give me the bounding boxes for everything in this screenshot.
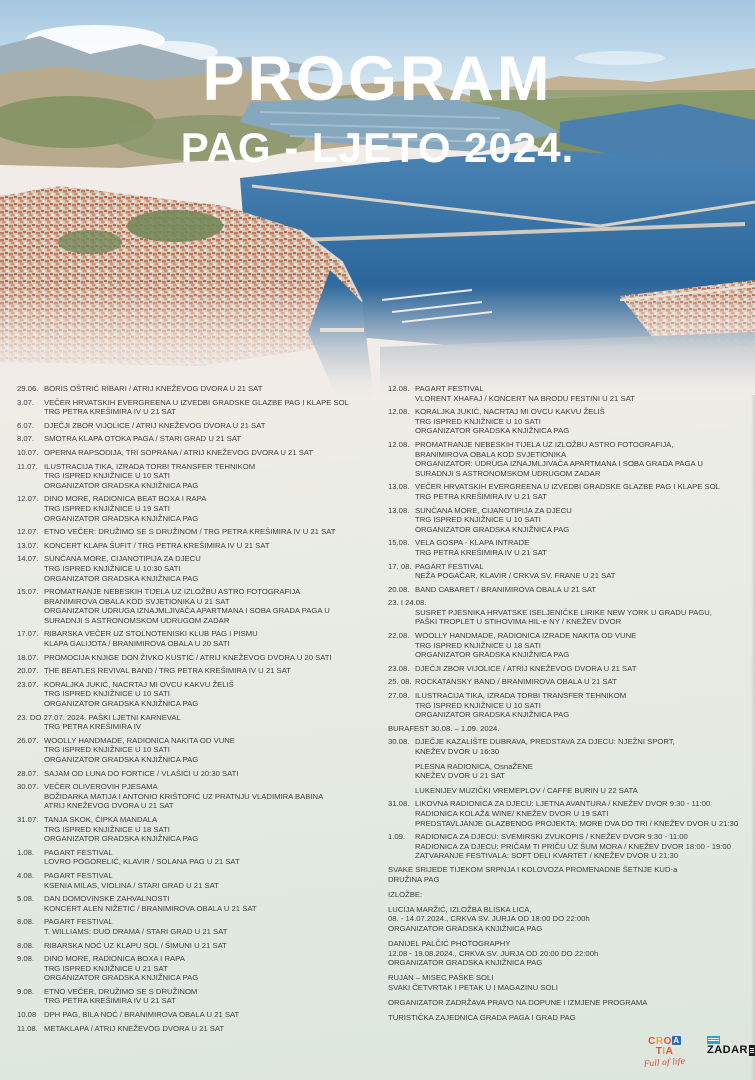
event-row <box>388 538 754 557</box>
zadar-logo-blue-box <box>707 1036 720 1044</box>
event-line: SUNČANA MORE, CIJANOTIPIJA ZA DJECU <box>44 554 201 564</box>
event-row <box>17 462 383 491</box>
event-line: KSENIA MILAS, VIOLINA / STARI GRAD U 21 SAT <box>44 880 219 890</box>
event-date: 9.08. <box>17 954 35 964</box>
event-lines <box>44 680 383 709</box>
event-lines <box>44 871 383 890</box>
event-line: ORGANIZATOR GRADSKA KNJIŽNICA PAG <box>44 973 199 983</box>
event-date: 22.08. <box>388 631 410 641</box>
event-line: TRG ISPRED KNJIŽNICE U 10 SATI <box>44 689 170 699</box>
event-row <box>17 653 383 663</box>
event-row <box>388 482 754 501</box>
zadar-logo-text: ZADAR <box>707 1044 748 1056</box>
croatia-logo-letter: R <box>655 1036 664 1047</box>
event-row <box>17 782 383 811</box>
event-line: TRG PETRA KREŠIMIRA IV U 21 SAT <box>415 547 547 557</box>
note-block <box>388 890 754 900</box>
event-row <box>17 666 383 676</box>
event-date: 13.08. <box>388 505 410 515</box>
event-line: KNEŽEV DVOR U 21 SAT <box>415 771 505 781</box>
event-row <box>17 587 383 625</box>
event-lines <box>44 384 383 394</box>
event-lines <box>415 631 754 660</box>
event-line: DINO MORE, RADIONICA BOXA I RAPA <box>44 954 185 964</box>
event-line: 12.08 - 19.08.2024., CRKVA SV. JURJA OD 20:00 DO 22:00h <box>388 948 599 958</box>
event-lines <box>415 737 754 795</box>
event-lines <box>44 987 383 1006</box>
event-row <box>388 677 754 687</box>
event-lines <box>44 666 383 676</box>
event-row <box>17 917 383 936</box>
event-row <box>388 440 754 478</box>
croatia-logo-letter: C <box>648 1036 656 1047</box>
event-line: PAGART FESTIVAL <box>44 870 113 880</box>
event-line: BORIS OŠTRIĆ RIBARI / ATRIJ KNEŽEVOG DVORA U 21 SAT <box>44 384 263 393</box>
event-row <box>17 384 383 394</box>
event-lines <box>415 691 754 720</box>
event-row <box>388 384 754 403</box>
event-date: 29.06. <box>17 384 39 393</box>
event-date: 13.08. <box>388 482 410 492</box>
event-line: ETNO VEČER, DRUŽIMO SE S DRUŽINOM <box>44 986 198 996</box>
pag-aerial-photo <box>0 0 755 400</box>
event-row <box>17 554 383 583</box>
event-line: PAGART FESTIVAL <box>415 384 484 393</box>
event-line: SVAKI ČETVRTAK I PETAK U I MAGAZINU SOLI <box>388 982 558 992</box>
event-lines <box>44 941 383 951</box>
event-line: DANIJEL PALČIĆ PHOTOGRAPHY <box>388 939 511 948</box>
event-line: TRG ISPRED KNJIŽNICE U 19 SATI <box>44 503 170 513</box>
poster-header <box>0 44 755 171</box>
event-line: PAGART FESTIVAL <box>44 847 113 857</box>
event-date: 12.08. <box>388 439 410 449</box>
event-row <box>17 815 383 844</box>
event-line: PLESNA RADIONICA, OsnaŽENE <box>415 761 533 771</box>
poster-subtitle: PAG - LJETO 2024. <box>180 124 575 171</box>
event-lines <box>415 407 754 436</box>
event-date: 8.08. <box>17 940 35 950</box>
event-date: 4.08. <box>17 870 35 880</box>
event-row <box>17 1024 383 1034</box>
event-lines <box>44 527 383 537</box>
event-line: ZATVARANJE FESTIVALA: SOFT DELI KVARTET / KNEŽEV DVOR U 21:30 <box>415 851 679 861</box>
event-lines <box>44 448 383 458</box>
event-lines <box>415 664 754 674</box>
event-line: ORGANIZATOR GRADSKA KNJIŽNICA PAG <box>388 958 543 968</box>
event-line: SUNČANA MORE, CIJANOTIPIJA ZA DJECU <box>415 505 572 515</box>
event-row <box>17 987 383 1006</box>
event-date: 26.07. <box>17 735 39 745</box>
event-row <box>17 736 383 765</box>
event-line: ORGANIZATOR GRADSKA KNJIŽNICA PAG <box>44 834 199 844</box>
event-line: DRUŽINA PAG <box>388 874 440 884</box>
event-line: PROMATRANJE NEBESKIH TIJELA UZ IZLOŽBU ASTRO FOTOGRAFIJA <box>44 587 301 597</box>
croatia-tourism-logo <box>642 1036 687 1067</box>
event-lines <box>44 917 383 936</box>
event-line: TRG ISPRED KNJIŽNICE U 10 SATI <box>44 745 170 755</box>
event-line: 23. DO 27.07. 2024. PAŠKI LJETNI KARNEVAL <box>17 712 181 722</box>
event-line: VEČER HRVATSKIH EVERGREENA U IZVEDBI GRADSKE GLAZBE PAG I KLAPE SOL <box>44 397 349 407</box>
event-line: LIKOVNA RADIONICA ZA DJECU: LJETNA AVANTURA / KNEŽEV DVOR 9:30 - 11:00 <box>415 799 711 809</box>
event-lines <box>44 554 383 583</box>
event-row <box>17 941 383 951</box>
event-line: BURAFEST 30.08. – 1.09. 2024. <box>388 723 500 733</box>
event-line: SUSRET PJESNIKA HRVATSKE ISELJENIČKE LIRIKE NEW YORK U GRADU PAGU, <box>415 607 712 617</box>
event-line: DINO MORE, RADIONICA BEAT BOXA I RAPA <box>44 494 207 504</box>
event-row <box>17 527 383 537</box>
event-date: 15.07. <box>17 587 39 597</box>
event-line: PAGART FESTIVAL <box>44 917 113 927</box>
event-line: TRG PETRA KREŠIMIRA IV U 21 SAT <box>415 491 547 501</box>
event-line: ORGANIZATOR GRADSKA KNJIŽNICA PAG <box>415 524 570 534</box>
event-lines <box>44 894 383 913</box>
event-line: ORGANIZATOR UDRUGA IZNAJMLJIVAČA APARTMANA I SOBA GRADA PAGA U <box>44 606 330 616</box>
note-block <box>388 973 754 992</box>
event-lines <box>415 482 754 501</box>
event-line: TRG PETRA KREŠIMIRA IV U 21 SAT <box>44 996 176 1006</box>
event-date: 17.07. <box>17 629 39 639</box>
event-date: 12.08. <box>388 407 410 417</box>
event-line: BRANIMIROVA OBALA KOD SVJETIONIKA U 21 SAT <box>44 596 230 606</box>
page-edge-shadow <box>751 395 755 1080</box>
event-row <box>17 494 383 523</box>
event-line: DJEČJI ZBOR VIJOLICE / ATRIJ KNEŽEVOG DVORA U 21 SAT <box>44 420 266 430</box>
event-row <box>17 541 383 551</box>
event-line: RADIONICA KOLAŽ& WINE/ KNEŽEV DVOR U 19 SATI <box>415 808 609 818</box>
croatia-logo-tagline: Full of life <box>643 1056 686 1069</box>
event-line: DPH PAG, BILA NOĆ / BRANIMIROVA OBALA U 21 SAT <box>44 1010 240 1020</box>
event-line: TRG ISPRED KNJIŽNICE U 18 SATI <box>44 824 170 834</box>
event-line: ORGANIZATOR ZADRŽAVA PRAVO NA DOPUNE I IZMJENE PROGRAMA <box>388 997 648 1007</box>
event-date: 9.08. <box>17 986 35 996</box>
event-row <box>17 769 383 779</box>
event-line: METAKLAPA / ATRIJ KNEŽEVOG DVORA U 21 SAT <box>44 1023 225 1033</box>
event-lines <box>44 1010 383 1020</box>
event-lines <box>44 782 383 811</box>
event-line: SMOTRA KLAPA OTOKA PAGA / STARI GRAD U 21 SAT <box>44 434 242 444</box>
event-date: 20.08. <box>388 584 410 594</box>
event-line: NEŽA POGAČAR, KLAVIR / CRKVA SV. FRANE U 21 SAT <box>415 571 616 581</box>
event-lines <box>44 462 383 491</box>
event-line: WOOLLY HANDMADE, RADIONICA IZRADE NAKITA OD VUNE <box>415 631 637 641</box>
note-block <box>388 1013 754 1023</box>
event-lines <box>44 769 383 779</box>
event-row <box>17 398 383 417</box>
event-date: 10.08 <box>17 1010 37 1020</box>
event-lines <box>44 954 383 983</box>
note-block <box>388 905 754 934</box>
event-line: ORGANIZATOR GRADSKA KNJIŽNICA PAG <box>44 699 199 709</box>
event-line: RIBARSKA NOĆ UZ KLAPU SOL / ŠIMUNI U 21 SAT <box>44 940 227 950</box>
event-line: VEČER OLIVEROVIH PJESAMA <box>44 782 158 792</box>
event-line: KONCERT KLAPA ŠUFIT / TRG PETRA KREŠIMIRA IV U 21 SAT <box>44 540 270 550</box>
event-row <box>388 691 754 720</box>
event-date: 23.07. <box>17 679 39 689</box>
event-line: TURISTIČKA ZAJEDNICA GRADA PAGA I GRAD PAG <box>388 1013 576 1023</box>
croatia-logo-letters <box>642 1036 687 1057</box>
event-row <box>388 737 754 795</box>
event-lines <box>415 562 754 581</box>
event-row <box>17 680 383 709</box>
event-date: 11.08. <box>17 1023 38 1033</box>
event-line: SVAKE SRIJEDE TIJEKOM SRPNJA I KOLOVOZA PROMENADNE ŠETNJE KUD-a <box>388 864 678 874</box>
event-line: IZLOŽBE: <box>388 889 423 899</box>
event-line: ORGANIZATOR GRADSKA KNJIŽNICA PAG <box>44 573 199 583</box>
event-line: SURADNJI S ASTRONOMSKOM UDRUGOM ZADAR <box>44 615 230 625</box>
event-lines <box>44 815 383 844</box>
event-date: 23.08. <box>388 663 410 673</box>
event-row <box>388 598 754 627</box>
event-line: VELA GOSPA - KLAPA INTRADE <box>415 538 530 548</box>
event-line: SURADNJI S ASTRONOMSKOM UDRUGOM ZADAR <box>415 468 601 478</box>
event-line: KORALJKA JUKIĆ, NACRTAJ MI OVCU KAKVU ŽELIŠ <box>44 679 234 689</box>
note-block <box>388 939 754 968</box>
event-line: ATRIJ KNEŽEVOG DVORA U 21 SAT <box>44 801 174 811</box>
event-line: VLORENT XHAFAJ / KONCERT NA BRODU FESTINI U 21 SAT <box>415 393 635 403</box>
event-line: ORGANIZATOR GRADSKA KNJIŽNICA PAG <box>415 650 570 660</box>
event-line: DJEČJE KAZALIŠTE DUBRAVA, PREDSTAVA ZA DJECU: NJEŽNI SPORT, <box>415 737 675 747</box>
event-row <box>17 713 383 732</box>
event-date: 12.07. <box>17 494 39 504</box>
event-lines <box>44 587 383 625</box>
event-row <box>388 562 754 581</box>
event-line: OPERNA RAPSODIJA, TRI SOPRANA / ATRIJ KNEŽEVOG DVORA U 21 SAT <box>44 447 314 457</box>
event-line: PROMOCIJA KNJIGE DON ŽIVKO KUSTIĆ / ATRIJ KNEŽEVOG DVORA U 20 SATI <box>44 652 332 662</box>
event-date: 13.07. <box>17 540 39 550</box>
event-lines <box>415 832 754 861</box>
event-line: KONCERT ALEN NIŽETIĆ / BRANIMIROVA OBALA U 21 SAT <box>44 903 257 913</box>
event-lines <box>44 848 383 867</box>
event-row <box>388 832 754 861</box>
event-line: TRG ISPRED KNJIŽNICE U 18 SATI <box>415 640 541 650</box>
event-line: THE BEATLES REVIVAL BAND / TRG PETRA KREŠIMIRA IV U 21 SAT <box>44 666 291 676</box>
event-lines <box>44 629 383 648</box>
event-line: RUJAN – MISEC PAŠKE SOLI <box>388 973 494 983</box>
event-line: TRG ISPRED KNJIŽNICE U 10 SATI <box>415 700 541 710</box>
event-line: BOŽIDARKA MATIJA I ANTONIO KRIŠTOFIĆ UZ PRATNJU VLADIMIRA BABINA <box>44 791 324 801</box>
event-line: KNEŽEV DVOR U 16:30 <box>415 747 500 756</box>
event-line: TRG ISPRED KNJIŽNICE U 10:30 SATI <box>44 563 181 573</box>
event-row <box>17 629 383 648</box>
event-lines <box>415 585 754 595</box>
croatia-logo-letter: O <box>663 1036 672 1047</box>
event-lines <box>44 653 383 663</box>
event-line: TRG PETRA KREŠIMIRA IV U 21 SAT <box>44 407 176 417</box>
event-date: 30.08. <box>388 737 410 747</box>
event-line: ORGANIZATOR GRADSKA KNJIŽNICA PAG <box>415 710 570 720</box>
croatia-logo-letter: A <box>665 1046 674 1057</box>
event-line: KLAPA GALIJOTA / BRANIMIROVA OBALA U 20 SATI <box>44 639 230 649</box>
event-lines <box>44 434 383 444</box>
zadar-region-logo <box>707 1036 755 1056</box>
event-lines <box>415 799 754 828</box>
event-line: VEČER HRVATSKIH EVERGREENA U IZVEDBI GRADSKE GLAZBE PAG I KLAPE SOL <box>415 482 720 492</box>
note-block <box>388 998 754 1008</box>
event-line: TRG PETRA KREŠIMIRA IV <box>44 722 141 732</box>
event-lines <box>44 736 383 765</box>
event-date: 18.07. <box>17 652 39 662</box>
event-row <box>388 506 754 535</box>
event-line: LUCIJA MARŽIĆ, IZLOŽBA BLISKA LICA, <box>388 904 532 914</box>
event-line: ILUSTRACIJA TIKA, IZRADA TORBI TRANSFER TEHNIKOM <box>415 691 627 701</box>
event-line: ORGANIZATOR GRADSKA KNJIŽNICA PAG <box>415 426 570 436</box>
event-line: RADIONICA ZA DJECU: SVEMIRSKI ZVUKOPIS / KNEŽEV DVOR 9:30 - 11:00 <box>415 832 688 842</box>
event-date: 5.08. <box>17 894 35 904</box>
event-date: 28.07. <box>17 768 39 778</box>
event-row <box>17 894 383 913</box>
event-lines <box>44 421 383 431</box>
croatia-logo-letter: T <box>655 1046 663 1057</box>
event-row <box>388 664 754 674</box>
event-lines <box>415 506 754 535</box>
event-line: KORALJKA JUKIĆ, NACRTAJ MI OVCU KAKVU ŽELIŠ <box>415 407 605 417</box>
event-line: LUKENIJEV MUZIČKI VREMEPLOV / CAFFE BURIN U 22 SATA <box>415 785 638 795</box>
event-line: SAJAM OD LUNA DO FORTICE / VLAŠIĆI U 20:30 SATI <box>44 768 239 778</box>
event-date: 11.07. <box>17 461 38 471</box>
event-date: 20.07. <box>17 666 39 676</box>
event-date: 23. I 24.08. <box>388 598 427 608</box>
events-column-left <box>17 384 383 1037</box>
footer-logos <box>642 1036 755 1067</box>
event-lines <box>415 440 754 478</box>
event-line: ILUSTRACIJA TIKA, IZRADA TORBI TRANSFER TEHNIKOM <box>44 461 256 471</box>
event-lines <box>415 677 754 687</box>
event-date: 1.09. <box>388 832 406 842</box>
event-line: WOOLLY HANDMADE, RADIONICA NAKITA OD VUNE <box>44 735 235 745</box>
event-line: PAGART FESTIVAL <box>415 561 484 571</box>
event-date: 12.08. <box>388 384 410 393</box>
croatia-logo-letter: I <box>662 1046 666 1057</box>
event-date: 30.07. <box>17 782 39 792</box>
croatia-logo-letter: A <box>673 1036 680 1045</box>
event-date: 10.07. <box>17 447 39 457</box>
event-lines <box>415 538 754 557</box>
note-block <box>388 865 754 884</box>
event-row <box>17 954 383 983</box>
event-line: LOVRO POGORELIĆ, KLAVIR / SOLANA PAG U 21 SAT <box>44 857 240 867</box>
event-line: DAN DOMOVINSKE ZAHVALNOSTI <box>44 894 170 904</box>
event-date: 12.07. <box>17 527 39 537</box>
event-line: ORGANIZATOR GRADSKA KNJIŽNICA PAG <box>388 923 543 933</box>
event-date: 15.08. <box>388 538 410 548</box>
event-row <box>388 724 754 734</box>
event-line: PREDSTAVLJANJE GLAZBENOG PROJEKTA: MORE DVA DO TRI / KNEŽEV DVOR U 21:30 <box>415 818 739 828</box>
event-date: 31.08. <box>388 799 410 809</box>
event-row <box>388 799 754 828</box>
events-column-right <box>388 384 754 1028</box>
event-line: TRG ISPRED KNJIŽNICE U 10 SATI <box>415 416 541 426</box>
event-row <box>17 871 383 890</box>
event-line: PROMATRANJE NEBESKIH TIJELA UZ IZLOŽBU ASTRO FOTOGRAFIJA, <box>415 439 674 449</box>
event-date: 8.07. <box>17 434 35 444</box>
event-row <box>17 448 383 458</box>
event-line: BRANIMIROVA OBALA KOD SVJETIONIKA <box>415 449 567 459</box>
event-row <box>17 434 383 444</box>
event-date: 25. 08. <box>388 677 412 687</box>
event-row <box>17 421 383 431</box>
event-line: T. WILLIAMS: DUO DRAMA / STARI GRAD U 21 SAT <box>44 926 228 936</box>
event-line: DJEČJI ZBOR VIJOLICE / ATRIJ KNEŽEVOG DVORA U 21 SAT <box>415 663 637 673</box>
event-row <box>388 631 754 660</box>
event-line: ORGANIZATOR GRADSKA KNJIŽNICA PAG <box>44 480 199 490</box>
event-lines <box>415 384 754 403</box>
event-line: ORGANIZATOR GRADSKA KNJIŽNICA PAG <box>44 513 199 523</box>
event-line: TANJA SKOK, ČIPKA MANDALA <box>44 814 158 824</box>
poster-title: PROGRAM <box>202 44 553 114</box>
event-lines <box>44 541 383 551</box>
event-date: 27.08. <box>388 691 410 701</box>
event-date: 1.08. <box>17 847 35 857</box>
event-line: ETNO VEČER: DRUŽIMO SE S DRUŽINOM / TRG PETRA KREŠIMIRA IV U 21 SAT <box>44 527 336 537</box>
event-line: ORGANIZATOR: UDRUGA IZNAJMLJIVAČA APARTMANA I SOBA GRADA PAGA U <box>415 459 703 469</box>
event-line: ROCKATANSKY BAND / BRANIMIROVA OBALA U 21 SAT <box>415 677 617 687</box>
event-line: BAND CABARET / BRANIMIROVA OBALA U 21 SAT <box>415 584 597 594</box>
event-date: 31.07. <box>17 814 39 824</box>
event-date: 6.07. <box>17 420 35 430</box>
event-row <box>388 585 754 595</box>
event-lines <box>44 494 383 523</box>
event-line: 08. - 14.07.2024., CRKVA SV. JURJA OD 18:00 DO 22:00h <box>388 914 590 924</box>
event-date: 3.07. <box>17 397 35 407</box>
event-date: 17. 08. <box>388 561 412 571</box>
event-line: RIBARSKA VEČER UZ STOLNOTENISKI KLUB PAG I PISMU <box>44 629 258 639</box>
event-row <box>388 407 754 436</box>
event-date: 14.07. <box>17 554 39 564</box>
event-lines <box>44 398 383 417</box>
event-date: 8.08. <box>17 917 35 927</box>
event-line: PAŠKI TROPLET U STIHOVIMA HIL-e NY / KNEŽEV DVOR <box>415 617 622 627</box>
event-line: ORGANIZATOR GRADSKA KNJIŽNICA PAG <box>44 755 199 764</box>
event-line: RADIONICA ZA DJECU: PRIČAM TI PRIČU UZ ŠUM MORA / KNEŽEV DVOR 18:00 - 19:00 <box>415 841 731 851</box>
event-row <box>17 1010 383 1020</box>
event-line: TRG ISPRED KNJIŽNICE U 10 SATI <box>415 515 541 525</box>
event-line: TRG ISPRED KNJIŽNICE U 10 SATI <box>44 471 170 481</box>
event-lines <box>44 1024 383 1034</box>
event-line: TRG ISPRED KNJIŽNICE U 21 SAT <box>44 963 168 973</box>
event-row <box>17 848 383 867</box>
